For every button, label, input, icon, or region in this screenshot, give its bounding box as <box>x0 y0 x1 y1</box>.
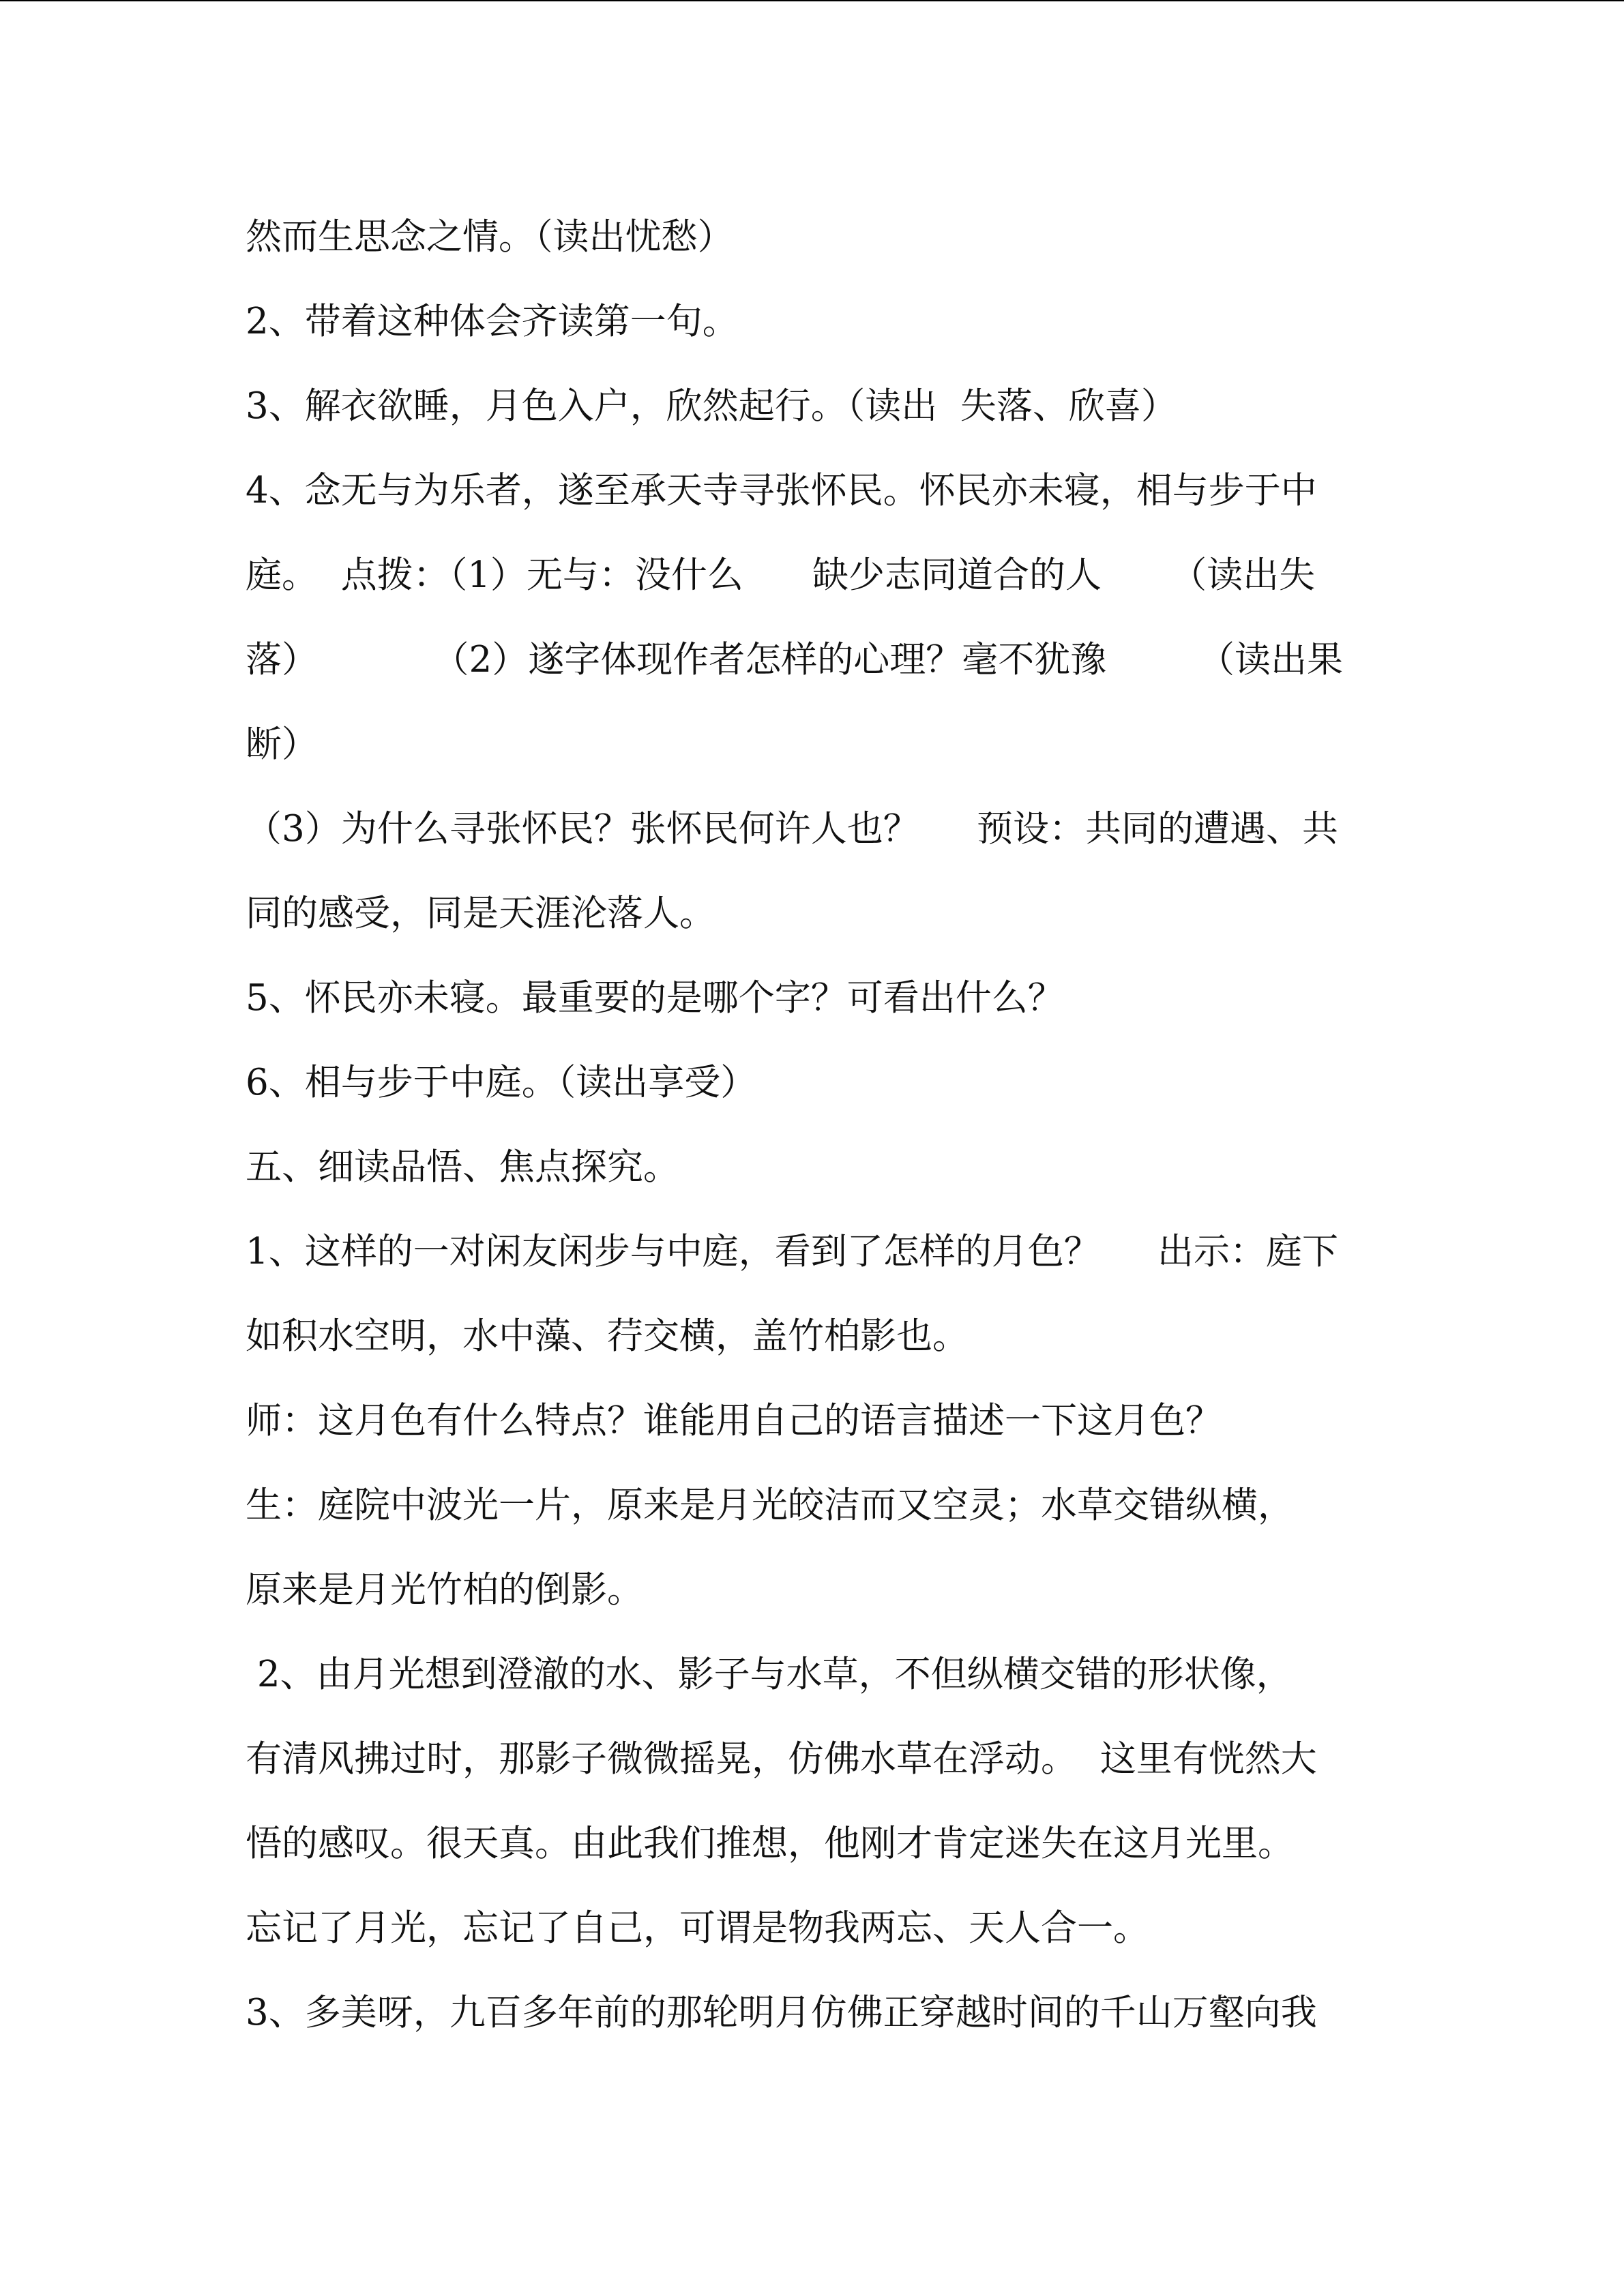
text-line: 生：庭院中波光一片，原来是月光皎洁而又空灵；水草交错纵横， <box>246 1485 1294 1526</box>
text-line: 悟的感叹。很天真。由此我们推想，他刚才肯定迷失在这月光里。 <box>246 1823 1294 1864</box>
text-line: 断） <box>246 724 318 765</box>
text-line: 原来是月光竹柏的倒影。 <box>246 1569 643 1611</box>
text-line: 师：这月色有什么特点？谁能用自己的语言描述一下这月色？ <box>246 1400 1222 1442</box>
text-line: 庭。 点拨：（1）无与：没什么 缺少志同道合的人 （读出失 <box>246 554 1316 596</box>
text-line: 5、怀民亦未寝。最重要的是哪个字？可看出什么？ <box>246 977 1064 1019</box>
text-line: 3、多美呀，九百多年前的那轮明月仿佛正穿越时间的千山万壑向我 <box>246 1992 1317 2033</box>
text-line: （3）为什么寻张怀民？张怀民何许人也？ 预设：共同的遭遇、共 <box>246 808 1338 850</box>
text-line: 落） （2）遂字体现作者怎样的心理？毫不犹豫 （读出果 <box>246 639 1343 681</box>
text-line: 6、相与步于中庭。（读出享受） <box>246 1062 757 1103</box>
page-top-border <box>0 0 1624 1</box>
text-line: 2、带着这种体会齐读第一句。 <box>246 301 739 342</box>
section-heading: 五、细读品悟、焦点探究。 <box>246 1146 679 1188</box>
text-line: 4、念无与为乐者，遂至承天寺寻张怀民。怀民亦未寝，相与步于中 <box>246 470 1317 511</box>
body-text <box>246 195 1378 2055</box>
text-line: 1、这样的一对闲友闲步与中庭，看到了怎样的月色？ 出示：庭下 <box>246 1231 1338 1272</box>
text-line: 有清风拂过时，那影子微微摇晃，仿佛水草在浮动。 这里有恍然大 <box>246 1738 1317 1780</box>
text-line: 同的感受，同是天涯沦落人。 <box>246 893 715 934</box>
text-line: 如积水空明，水中藻、荇交横，盖竹柏影也。 <box>246 1315 969 1357</box>
text-line: 2、由月光想到澄澈的水、影子与水草，不但纵横交错的形状像， <box>246 1654 1293 1695</box>
text-line: 忘记了月光，忘记了自己，可谓是物我两忘、天人合一。 <box>246 1907 1149 1949</box>
text-line: 然而生思念之情。（读出忧愁） <box>246 216 734 258</box>
text-line: 3、解衣欲睡，月色入户，欣然起行。（读出 失落、欣喜） <box>246 385 1177 427</box>
